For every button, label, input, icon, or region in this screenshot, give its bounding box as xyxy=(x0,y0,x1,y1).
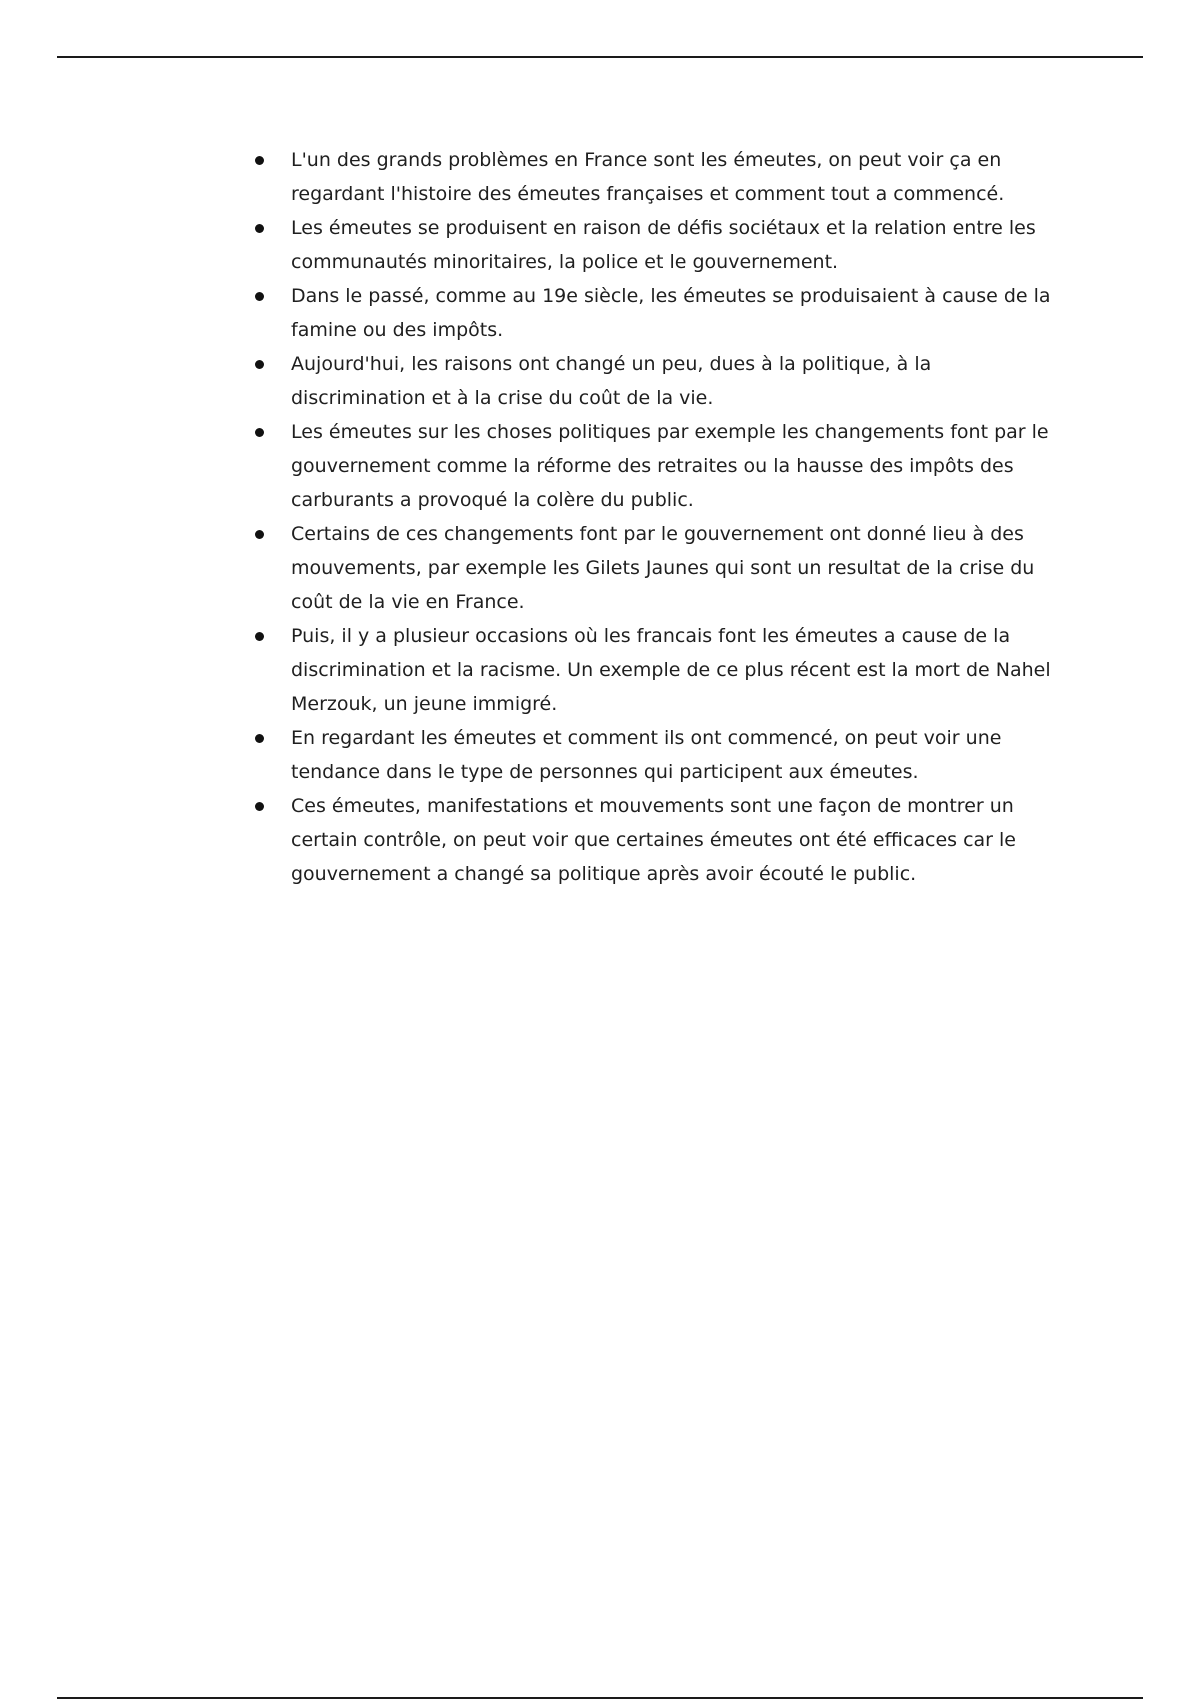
list-item-text: Ces émeutes, manifestations et mouvements sont une façon de montrer un certain contrôle, on peut voir que certaines émeutes ont été efficaces car le gouvernement a changé sa politique après avoir écouté le public. xyxy=(291,795,1016,885)
bullet-icon xyxy=(255,156,264,165)
list-item xyxy=(255,789,1055,891)
header-rule xyxy=(57,56,1143,58)
bullet-icon xyxy=(255,360,264,369)
bullet-icon xyxy=(255,802,264,811)
list-item xyxy=(255,279,1055,347)
list-item-text: Dans le passé, comme au 19e siècle, les émeutes se produisaient à cause de la famine ou des impôts. xyxy=(291,285,1051,341)
bullet-icon xyxy=(255,428,264,437)
list-item xyxy=(255,619,1055,721)
bullet-icon xyxy=(255,224,264,233)
footer-rule xyxy=(57,1697,1143,1699)
list-item xyxy=(255,347,1055,415)
bullet-icon xyxy=(255,632,264,641)
list-item-text: Puis, il y a plusieur occasions où les francais font les émeutes a cause de la discrimination et la racisme. Un exemple de ce plus récent est la mort de Nahel Merzouk, un jeune immigré. xyxy=(291,625,1051,715)
list-item-text: En regardant les émeutes et comment ils ont commencé, on peut voir une tendance dans le type de personnes qui participent aux émeutes. xyxy=(291,727,1002,783)
list-item xyxy=(255,211,1055,279)
list-item-text: Aujourd'hui, les raisons ont changé un peu, dues à la politique, à la discrimination et à la crise du coût de la vie. xyxy=(291,353,932,409)
list-item xyxy=(255,721,1055,789)
list-item-text: Certains de ces changements font par le gouvernement ont donné lieu à des mouvements, par exemple les Gilets Jaunes qui sont un resultat de la crise du coût de la vie en France. xyxy=(291,523,1035,613)
list-item xyxy=(255,415,1055,517)
list-item xyxy=(255,143,1055,211)
list-item-text: L'un des grands problèmes en France sont les émeutes, on peut voir ça en regardant l'histoire des émeutes françaises et comment tout a commencé. xyxy=(291,149,1005,205)
list-item-text: Les émeutes se produisent en raison de défis sociétaux et la relation entre les communautés minoritaires, la police et le gouvernement. xyxy=(291,217,1036,273)
bullet-icon xyxy=(255,734,264,743)
bullet-icon xyxy=(255,530,264,539)
list-item xyxy=(255,517,1055,619)
bullet-icon xyxy=(255,292,264,301)
list-item-text: Les émeutes sur les choses politiques par exemple les changements font par le gouvernement comme la réforme des retraites ou la hausse des impôts des carburants a provoqué la colère du public. xyxy=(291,421,1049,511)
bullet-list xyxy=(255,143,1055,891)
